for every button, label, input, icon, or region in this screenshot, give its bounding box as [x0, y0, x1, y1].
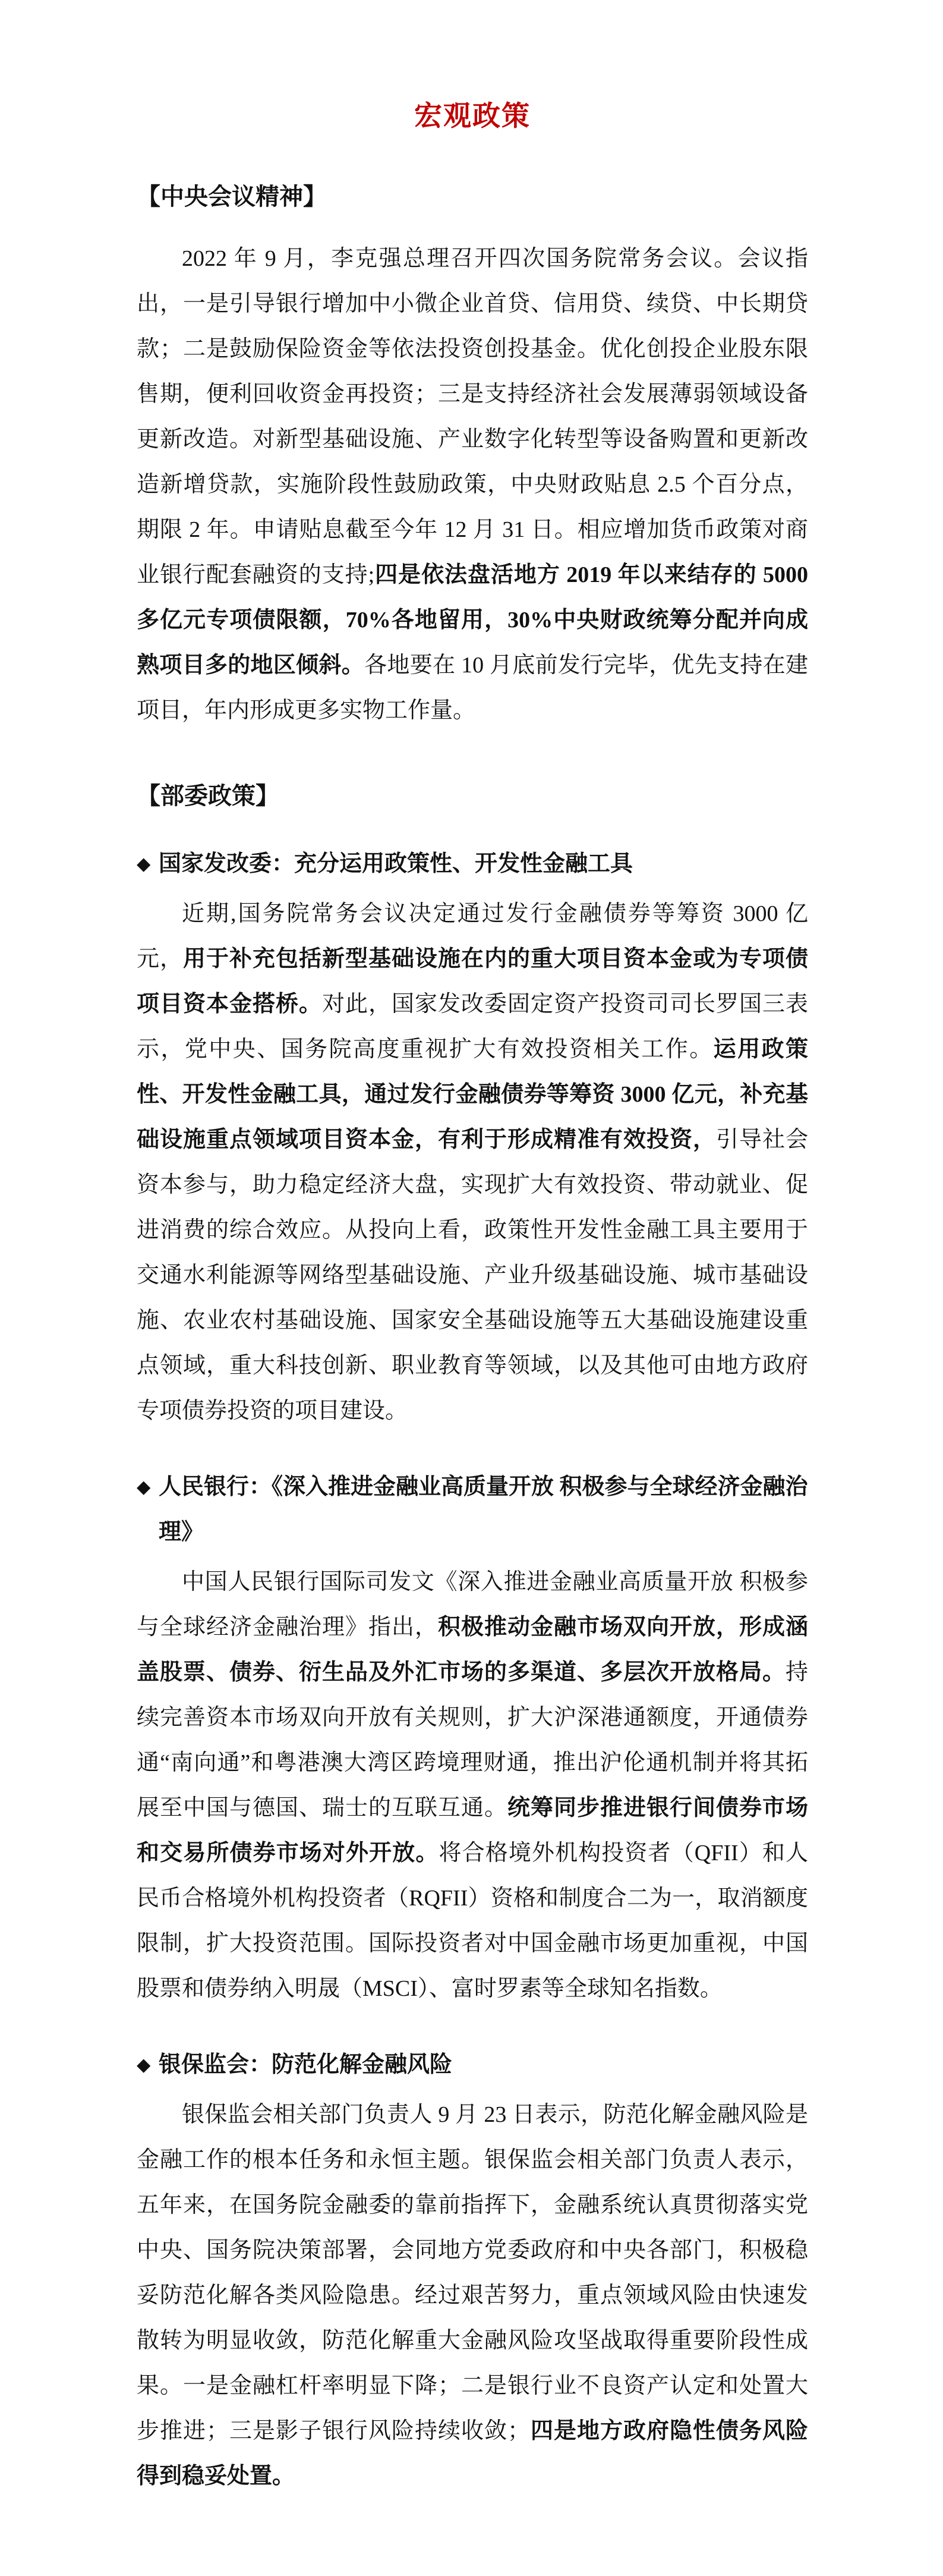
bold-text-run: 四是依法盘活地方 2019 年以来结存的 5000 多亿元专项债限额，70%各地留用，30%中央财政统筹分配并向成熟项目多的地区倾斜。 — [137, 562, 808, 678]
bullet-heading — [137, 841, 808, 886]
text-run: 各地要在 10 月底前发行完毕，优先支持在建项目，年内形成更多实物工作量。 — [137, 653, 808, 723]
bold-text-run: 国家发改委：充分运用政策性、开发性金融工具 — [159, 851, 633, 876]
page-title: 宏观政策 — [414, 101, 531, 132]
bold-text-run: 用于补充包括新型基础设施在内的重大项目资本金或为专项债项目资本金搭桥。 — [137, 946, 808, 1017]
paragraph — [137, 2092, 808, 2499]
bold-text-run: 银保监会：防范化解金融风险 — [159, 2052, 453, 2077]
text-run: 银保监会相关部门负责人 9 月 23 日表示，防范化解金融风险是金融工作的根本任务和永恒主题。银保监会相关部门负责人表示，五年来，在国务院金融委的靠前指挥下，金融系统认真贯彻落实党中央、国务院决策部署，会同地方党委政府和中央各部门，积极稳妥防范化解各类风险隐患。经过艰苦努力，重点领域风险由快速发散转为明显收敛，防范化解重大金融风险攻坚战取得重要阶段性成果。一是金融杠杆率明显下降；二是银行业不良资产认定和处置大步推进；三是影子银行风险持续收敛； — [137, 2102, 808, 2443]
bold-text-run: 人民银行：《深入推进金融业高质量开放 积极参与全球经济金融治理》 — [159, 1474, 808, 1545]
document-body — [137, 183, 808, 2499]
text-run: 中国人民银行国际司发文《深入推进金融业高质量开放 积极参与全球经济金融治理》指出， — [137, 1569, 808, 1640]
bullet-heading-text — [159, 841, 633, 886]
section-heading: 【部委政策】 — [137, 782, 279, 809]
paragraph — [137, 891, 808, 1433]
bullet-heading-text — [159, 1464, 808, 1555]
diamond-bullet-icon: ◆ — [137, 1477, 151, 1497]
text-run: 2022 年 9 月，李克强总理召开四次国务院常务会议。会议指出，一是引导银行增加中小微企业首贷、信用贷、续贷、中长期贷款；二是鼓励保险资金等依法投资创投基金。优化创投企业股东限售期，便利回收资金再投资；三是支持经济社会发展薄弱领域设备更新改造。对新型基础设施、产业数字化转型等设备购置和更新改造新增贷款，实施阶段性鼓励政策，中央财政贴息 2.5 个百分点，期限 2 年。申请贴息截至今年 12 月 31 日。相应增加货币政策对商业银行配套融资的支持; — [137, 246, 808, 587]
text-run: 将合格境外机构投资者（QFII）和人民币合格境外机构投资者（RQFII）资格和制度合二为一，取消额度限制，扩大投资范围。国际投资者对中国金融市场更加重视，中国股票和债券纳入明晟（MSCI）、富时罗素等全球知名指数。 — [137, 1841, 808, 2001]
paragraph — [137, 236, 808, 733]
paragraph — [137, 1559, 808, 2011]
text-run: 近期,国务院常务会议决定通过发行金融债券等筹资 3000 亿元， — [137, 901, 808, 971]
text-run: 对此，国家发改委固定资产投资司司长罗国三表示，党中央、国务院高度重视扩大有效投资相关工作。 — [137, 992, 808, 1062]
text-run: 引导社会资本参与，助力稳定经济大盘，实现扩大有效投资、带动就业、促进消费的综合效应。从投向上看，政策性开发性金融工具主要用于交通水利能源等网络型基础设施、产业升级基础设施、城市基础设施、农业农村基础设施、国家安全基础设施等五大基础设施建设重点领域，重大科技创新、职业教育等领域，以及其他可由地方政府专项债券投资的项目建设。 — [137, 1127, 808, 1423]
bullet-heading — [137, 2042, 808, 2087]
diamond-bullet-icon: ◆ — [137, 854, 151, 874]
bold-text-run: 统筹同步推进银行间债券市场和交易所债券市场对外开放。 — [137, 1795, 808, 1866]
bold-text-run: 运用政策性、开发性金融工具，通过发行金融债券等筹资 3000 亿元，补充基础设施重点领域项目资本金，有利于形成精准有效投资， — [137, 1037, 808, 1152]
bold-text-run: 积极推动金融市场双向开放，形成涵盖股票、债券、衍生品及外汇市场的多渠道、多层次开放格局。 — [137, 1615, 808, 1685]
section-heading: 【中央会议精神】 — [137, 183, 327, 210]
text-run: 持续完善资本市场双向开放有关规则，扩大沪深港通额度，开通债券通“南向通”和粤港澳大湾区跨境理财通，推出沪伦通机制并将其拓展至中国与德国、瑞士的互联互通。 — [137, 1660, 808, 1820]
bold-text-run: 四是地方政府隐性债务风险得到稳妥处置。 — [137, 2418, 808, 2489]
bullet-heading-text — [159, 2042, 452, 2087]
bullet-heading — [137, 1464, 808, 1555]
diamond-bullet-icon: ◆ — [137, 2055, 151, 2075]
